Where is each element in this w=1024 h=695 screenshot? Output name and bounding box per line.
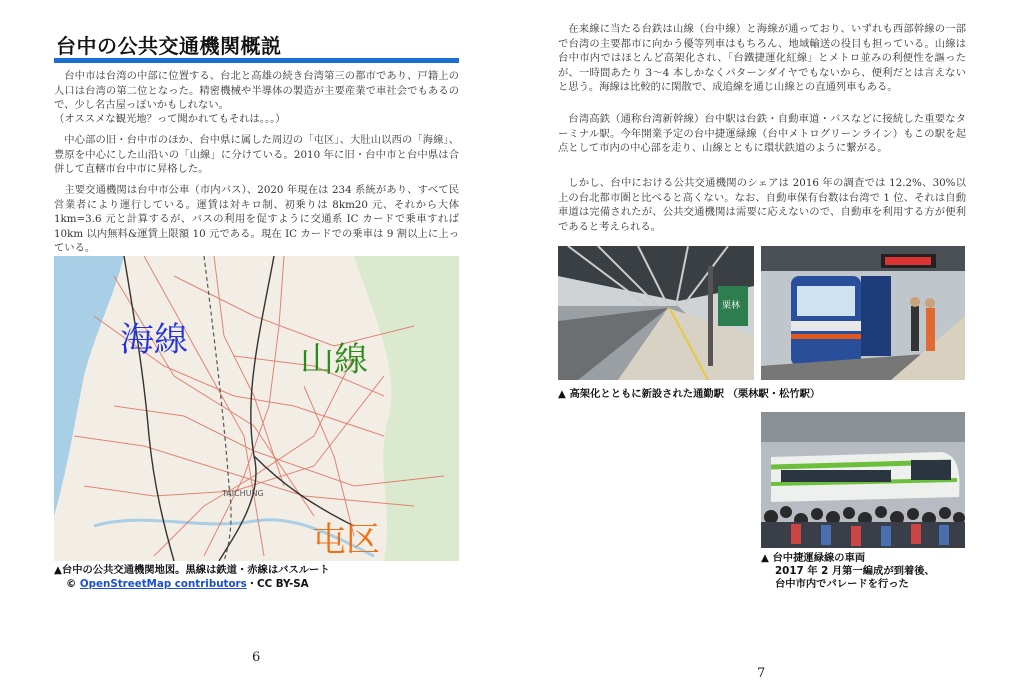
- bus-paragraph: 主要交通機関は台中市公車（市内バス）、2020 年現在は 234 系統があり、すべて民営業者により運行している。運賃は対キロ制、初乗りは 8km20 元、それから大体 1km=3.6 元と計算するが、バスの利用を促すように交通系 IC カードで乗車すれば 10km 以内無料&運賃上限額 10 元である。現在 IC カードでの乗車は 9 割以上に上っている。: [54, 184, 459, 254]
- train-caption-line2: 2017 年 2 月第一編成が到着後、: [775, 565, 935, 577]
- page-title: 台中の公共交通機関概説: [56, 34, 282, 58]
- share-paragraph: しかし、台中における公共交通機関のシェアは 2016 年の調査では 12.2%、30%以上の台北都市圏と比べると高くない。なお、自動車保有台数は台湾で 1 位、それは自動車道は完備されたが、公共交通機関は需要に応えないので、自動車を利用する方が便利であると考えられる。: [558, 177, 966, 233]
- train-caption-line3: 台中市内でパレードを行った: [775, 578, 909, 590]
- train-caption-line1: ▲ 台中捷運緑線の車両: [761, 552, 866, 564]
- transit-map[interactable]: [54, 256, 459, 561]
- svg-text:栗林: 栗林: [722, 301, 741, 311]
- copyright-symbol: ©: [66, 578, 77, 590]
- map-credit: [66, 578, 466, 591]
- page-number-left: 6: [252, 650, 261, 665]
- rail-paragraph: 在来線に当たる台鉄は山線（台中線）と海線が通っており、いずれも西部幹線の一部で台湾の主要都市に向かう優等列車はもちろん、地域輸送の役目も担っている。山線は台中市内ではほとんど高架化され、「台鐵捷運化紅線」とメトロ並みの利便性を謳ったが、一時間あたり 3～4 本しかなくパターンダイヤでもないから、便利だとは言えないと思う。海線は比較的に閑散で、成追線を通じ山線との直通列車もある。: [558, 23, 966, 93]
- map-label-yamasen: 山線: [300, 340, 368, 380]
- hsr-paragraph: 台湾高鉄（通称台湾新幹線）台中駅は台鉄・自動車道・バスなどに接続した重要なターミナル駅。今年開業予定の台中捷運緑線（台中メトログリーンライン）もこの駅を起点として市内の中心部を走り、山線とともに環状鉄道のように繋がる。: [558, 113, 966, 154]
- svg-text:TAICHUNG: TAICHUNG: [222, 489, 264, 498]
- license-text: ・CC BY-SA: [246, 578, 309, 590]
- intro-paragraph: 台中市は台湾の中部に位置する、台北と高雄の続き台湾第三の都市であり、戸籍上の人口は台湾の第二位となった。精密機械や半導体の製造が主要産業で車社会でもあるので、少し名古屋っぽいかもしれない。: [54, 70, 459, 111]
- green-line-train-photo[interactable]: [761, 412, 965, 548]
- aside-paragraph: （オススメな観光地？って聞かれてもそれは。。。）: [54, 113, 286, 125]
- map-caption: ▲台中の公共交通機関地図。黒線は鉄道・赤線はバスルート: [54, 564, 330, 576]
- title-underline: [54, 58, 459, 63]
- stations-caption: ▲ 高架化とともに新設された通勤駅 （栗林駅・松竹駅）: [558, 388, 821, 400]
- osm-credit-link[interactable]: OpenStreetMap contributors: [79, 578, 247, 590]
- map-graphic: [54, 256, 459, 561]
- page-number-right: 7: [757, 666, 766, 681]
- station-photo-songzhu[interactable]: [761, 246, 965, 380]
- station-photo-lilin[interactable]: [558, 246, 754, 380]
- districts-paragraph: 中心部の旧・台中市のほか、台中県に属した周辺の「屯区」、大肚山以西の「海線」、豊原を中心にした山沿いの「山線」に分けている。2010 年に旧・台中市と台中県は合併して直轄市台中市に昇格した。: [54, 134, 459, 175]
- right-page: [512, 0, 1024, 695]
- map-label-umisen: 海線: [120, 320, 188, 360]
- map-label-tunqu: 屯区: [312, 520, 380, 560]
